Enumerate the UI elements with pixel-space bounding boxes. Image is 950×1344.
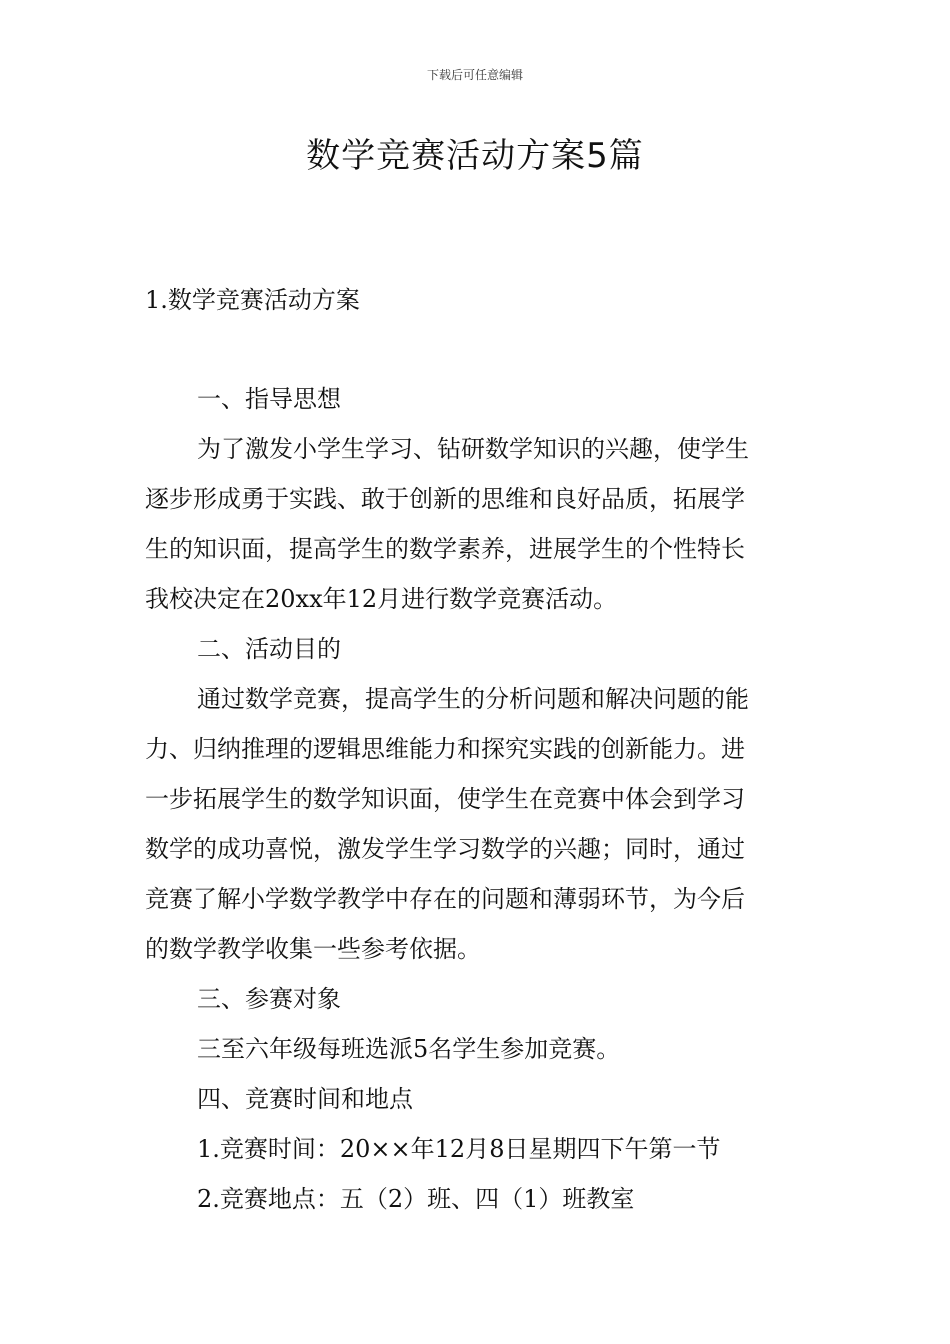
heading-activity-purpose: 二、活动目的 bbox=[197, 635, 341, 663]
list-item-competition-time: 1.竞赛时间：20××年12月8日星期四下午第一节 bbox=[197, 1135, 721, 1163]
paragraph-line: 为了激发小学生学习、钻研数学知识的兴趣，使学生 bbox=[197, 435, 749, 463]
paragraph-line: 力、归纳推理的逻辑思维能力和探究实践的创新能力。进 bbox=[145, 735, 745, 763]
paragraph-line: 生的知识面，提高学生的数学素养，进展学生的个性特长 bbox=[145, 535, 745, 563]
heading-participants: 三、参赛对象 bbox=[197, 985, 341, 1013]
heading-guiding-ideology: 一、指导思想 bbox=[197, 385, 341, 413]
document-title: 数学竞赛活动方案5篇 bbox=[306, 136, 644, 176]
paragraph-line: 一步拓展学生的数学知识面，使学生在竞赛中体会到学习 bbox=[145, 785, 745, 813]
paragraph-line: 逐步形成勇于实践、敢于创新的思维和良好品质，拓展学 bbox=[145, 485, 745, 513]
paragraph-line: 数学的成功喜悦，激发学生学习数学的兴趣；同时，通过 bbox=[145, 835, 745, 863]
list-item-competition-place: 2.竞赛地点：五（2）班、四（1）班教室 bbox=[197, 1185, 635, 1213]
header-note: 下载后可任意编辑 bbox=[426, 68, 523, 82]
paragraph-line: 三至六年级每班选派5名学生参加竞赛。 bbox=[197, 1035, 621, 1063]
paragraph-line: 通过数学竞赛，提高学生的分析问题和解决问题的能 bbox=[197, 685, 749, 713]
paragraph-line: 我校决定在20xx年12月进行数学竞赛活动。 bbox=[145, 585, 618, 613]
paragraph-line: 的数学教学收集一些参考依据。 bbox=[145, 935, 481, 963]
section-title: 1.数学竞赛活动方案 bbox=[145, 286, 360, 314]
heading-time-and-place: 四、竞赛时间和地点 bbox=[197, 1085, 413, 1113]
paragraph-line: 竞赛了解小学数学教学中存在的问题和薄弱环节，为今后 bbox=[145, 885, 745, 913]
